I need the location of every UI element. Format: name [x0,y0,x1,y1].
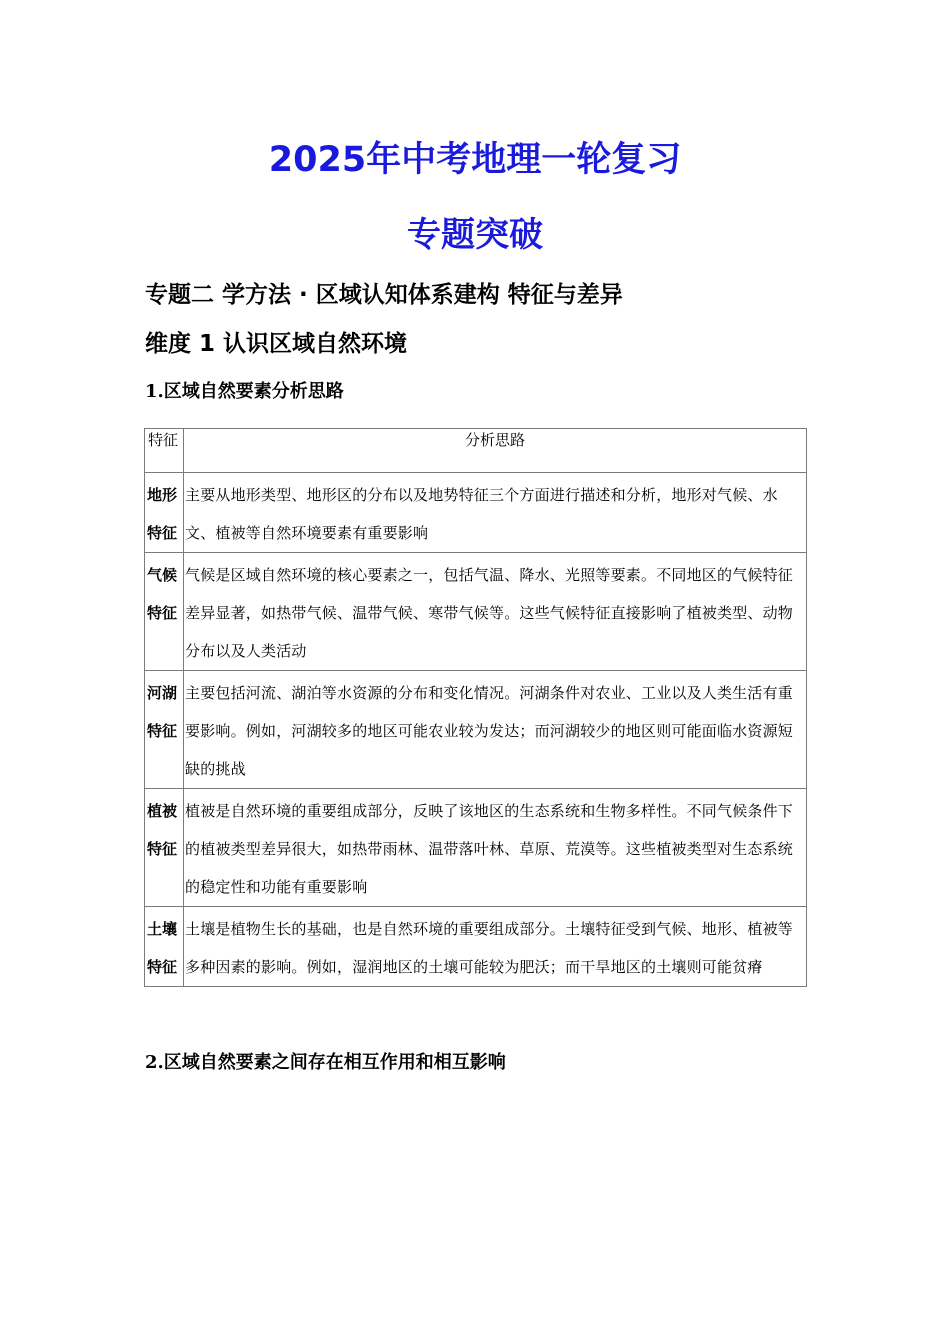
section-heading-1: 1.区域自然要素分析思路 [145,381,344,402]
feature-label: 植被特征 [145,789,184,907]
features-table [144,428,807,987]
table-row [145,789,807,907]
analysis-text: 主要从地形类型、地形区的分布以及地势特征三个方面进行描述和分析，地形对气候、水文、植被等自然环境要素有重要影响 [184,473,807,553]
table-row [145,671,807,789]
table-row [145,553,807,671]
feature-label: 气候特征 [145,553,184,671]
analysis-text: 主要包括河流、湖泊等水资源的分布和变化情况。河湖条件对农业、工业以及人类生活有重要影响。例如，河湖较多的地区可能农业较为发达；而河湖较少的地区则可能面临水资源短缺的挑战 [184,671,807,789]
feature-label: 地形特征 [145,473,184,553]
header-feature: 特征 [145,429,184,473]
section-heading-2: 2.区域自然要素之间存在相互作用和相互影响 [145,1052,506,1073]
analysis-text: 植被是自然环境的重要组成部分，反映了该地区的生态系统和生物多样性。不同气候条件下的植被类型差异很大，如热带雨林、温带落叶林、草原、荒漠等。这些植被类型对生态系统的稳定性和功能有重要影响 [184,789,807,907]
header-analysis: 分析思路 [184,429,807,473]
table-row [145,473,807,553]
topic-heading: 专题二 学方法 · 区域认知体系建构 特征与差异 [145,282,623,308]
dimension-heading: 维度 1 认识区域自然环境 [145,331,408,357]
feature-label: 河湖特征 [145,671,184,789]
table-header-row [145,429,807,473]
analysis-text: 土壤是植物生长的基础，也是自然环境的重要组成部分。土壤特征受到气候、地形、植被等多种因素的影响。例如，湿润地区的土壤可能较为肥沃；而干旱地区的土壤则可能贫瘠 [184,907,807,987]
document-subtitle: 专题突破 [407,215,543,255]
table-row [145,907,807,987]
feature-label: 土壤特征 [145,907,184,987]
analysis-text: 气候是区域自然环境的核心要素之一，包括气温、降水、光照等要素。不同地区的气候特征差异显著，如热带气候、温带气候、寒带气候等。这些气候特征直接影响了植被类型、动物分布以及人类活动 [184,553,807,671]
document-title: 2025年中考地理一轮复习 [268,140,682,180]
